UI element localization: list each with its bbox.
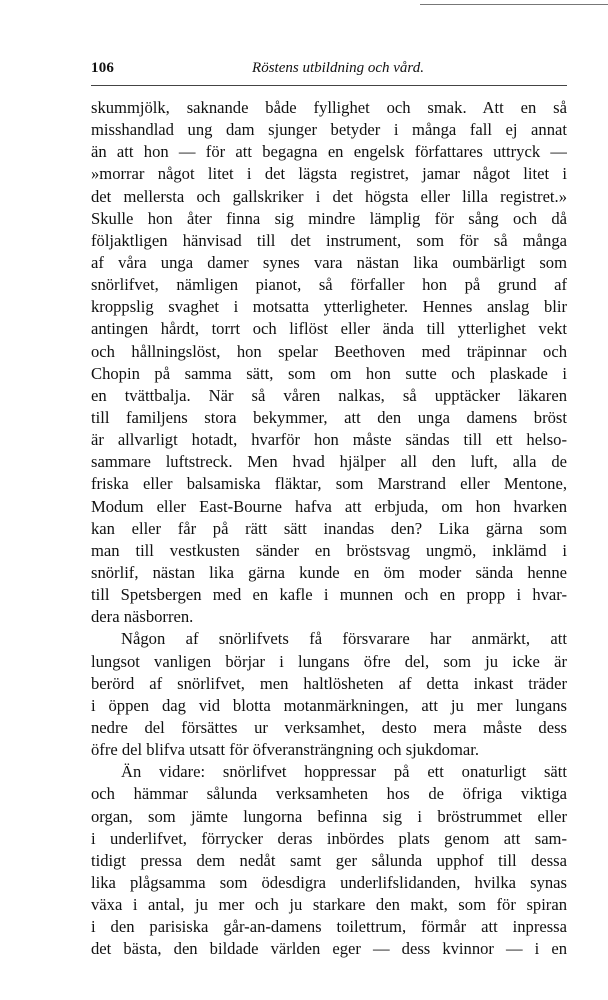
text-line: växa i antal, ju mer och ju starkare den makt, som för spiran (91, 895, 567, 915)
text-line: nedre del försättes ur verksamhet, desto mera måste dess (91, 717, 567, 737)
text-line: af våra unga damer synes vara nästan lika oumbärligt som (91, 252, 567, 272)
text-line: i den parisiska går-an-damens toilettrum, förmår att inpressa (91, 917, 567, 937)
text-line: öfre del blifva utsatt för öfveransträngning och sjukdomar. (91, 740, 480, 760)
text-line: Chopin på samma sätt, som om hon sutte och plaskade i (91, 363, 567, 383)
text-line: berörd af snörlifvet, men haltlösheten af detta inkast träder (91, 673, 567, 693)
body-text (91, 97, 567, 960)
text-line: kroppslig svaghet i motsatta ytterligheter. Hennes anslag blir (91, 297, 567, 317)
text-line: än att hon — för att begagna en engelsk författares uttryck — (91, 142, 567, 162)
running-head (91, 60, 567, 82)
text-line: kan eller får på rätt sätt inandas den? Lika gärna som (91, 518, 567, 538)
text-line: dera näsborren. (91, 607, 194, 627)
text-line: snörlifvet, nämligen pianot, så förfaller hon på grund af (91, 275, 567, 295)
scan-edge-rule (420, 4, 608, 5)
text-line: i underlifvet, förrycker deras inbördes plats genom att sam- (91, 828, 567, 848)
text-line: Än vidare: snörlifvet hoppressar på ett onaturligt sätt (121, 762, 567, 782)
text-line: till familjens stora bekymmer, att den unga damens bröst (91, 407, 567, 427)
text-line: Skulle hon åter finna sig mindre lämplig för sång och då (91, 208, 567, 228)
text-line: snörlif, nästan lika gärna kunde en öm moder sända henne (91, 562, 567, 582)
page-number: 106 (91, 60, 115, 76)
text-line: »morrar något litet i det lägsta registret, jamar något litet i (91, 164, 567, 184)
running-title: Röstens utbildning och vård. (252, 60, 424, 76)
text-line: och hämmar sålunda verksamheten hos de öfriga viktiga (91, 784, 567, 804)
text-line: till Spetsbergen med en kafle i munnen och en propp i hvar- (91, 585, 567, 605)
text-line: lungsot vanligen börjar i lungans öfre del, som ju icke är (91, 651, 567, 671)
text-line: Modum eller East-Bourne hafva att erbjuda, om hon hvarken (91, 496, 567, 516)
text-line: man till vestkusten sänder en bröstsvag ungmö, inklämd i (91, 540, 567, 560)
text-line: det bästa, den bildade världen eger — dess kvinnor — i en (91, 939, 567, 959)
text-line: Någon af snörlifvets få försvarare har anmärkt, att (121, 629, 567, 649)
text-line: är allvarligt hotadt, hvarför hon måste sändas till ett helso- (91, 430, 567, 450)
text-line: tidigt pressa dem nedåt samt ger sålunda upphof till dessa (91, 850, 567, 870)
text-line: misshandlad ung dam sjunger betyder i många fall ej annat (91, 120, 567, 140)
text-line: lika plågsamma som ödesdigra underlifslidanden, hvilka synas (91, 872, 567, 892)
text-line: i öppen dag vid blotta motanmärkningen, att ju mer lungans (91, 695, 567, 715)
text-line: det mellersta och gallskriker i det högsta eller lilla registret.» (91, 186, 567, 206)
text-line: friska eller balsamiska fläktar, som Marstrand eller Mentone, (91, 474, 567, 494)
text-line: och hållningslöst, hon spelar Beethoven med träpinnar och (91, 341, 567, 361)
text-line: följaktligen hänvisad till det instrument, som för så många (91, 230, 567, 250)
header-rule (91, 85, 567, 86)
text-line: antingen hårdt, torrt och liflöst eller ända till ytterlighet vekt (91, 319, 567, 339)
text-line: en tvättbalja. När så våren nalkas, så upptäcker läkaren (91, 385, 567, 405)
text-line: organ, som jämte lungorna befinna sig i bröstrummet eller (91, 806, 567, 826)
text-line: skummjölk, saknande både fyllighet och smak. Att en så (91, 98, 567, 117)
text-line: sammare luftstreck. Men hvad hjälper all den luft, alla de (91, 452, 567, 472)
